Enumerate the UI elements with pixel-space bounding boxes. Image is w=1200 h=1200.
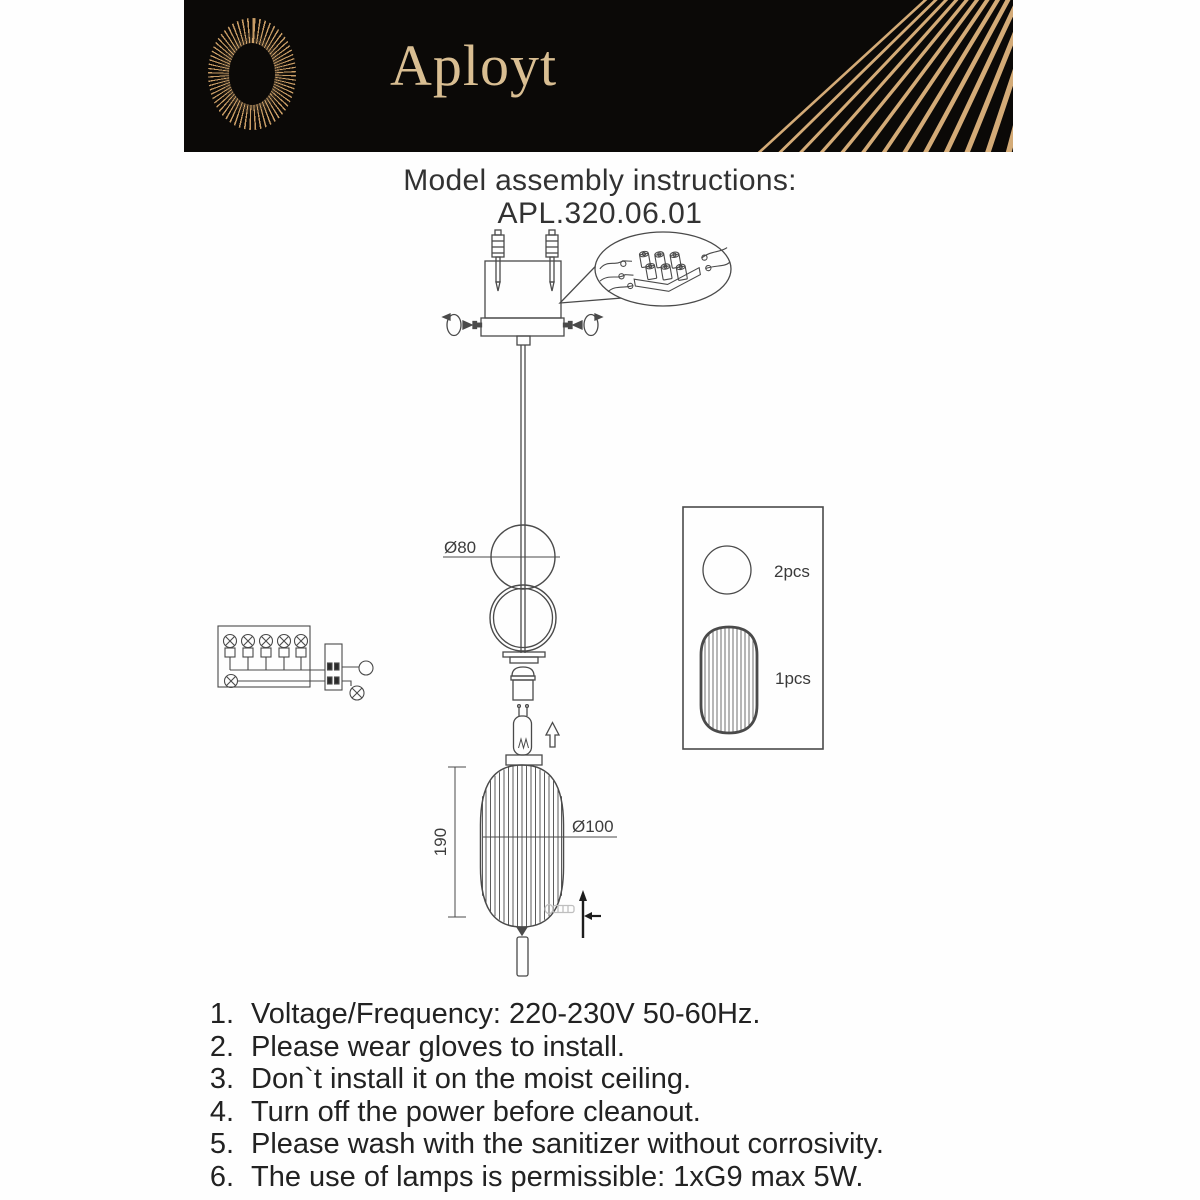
part-ball-icon xyxy=(703,546,751,594)
model-number: APL.320.06.01 xyxy=(497,197,703,230)
part-ball-qty: 2pcs xyxy=(774,562,810,581)
shade-dimensions xyxy=(448,767,617,917)
g9-bulb-icon xyxy=(514,705,532,755)
instruction-text: Turn off the power before cleanout. xyxy=(251,1095,701,1128)
instruction-text: Voltage/Frequency: 220-230V 50-60Hz. xyxy=(251,998,761,1030)
part-shade-icon xyxy=(701,627,757,733)
side-screw-left-icon xyxy=(443,314,482,336)
instruction-number: 1. xyxy=(209,998,234,1030)
instruction-item xyxy=(196,1161,884,1194)
bottom-rod xyxy=(517,937,528,976)
instruction-number: 4. xyxy=(209,1095,234,1128)
side-screw-right-icon xyxy=(564,314,603,336)
instruction-text: Please wash with the sanitizer without corrosivity. xyxy=(251,1128,884,1160)
instruction-number: 2. xyxy=(209,1030,234,1063)
lamp-holder xyxy=(503,652,545,700)
decor-ring xyxy=(490,585,556,651)
dim-shade-height: 190 xyxy=(431,827,450,857)
instruction-item xyxy=(196,1096,884,1129)
instruction-text: Please wear gloves to install. xyxy=(251,1030,625,1063)
part-shade-qty: 1pcs xyxy=(775,669,811,688)
instruction-number: 6. xyxy=(209,1160,234,1193)
ceiling-canopy xyxy=(481,230,564,345)
dim-shade-diameter: Ø100 xyxy=(572,817,614,836)
instruction-item xyxy=(196,1031,884,1064)
instruction-number: 5. xyxy=(209,1128,234,1160)
instruction-text: The use of lamps is permissible: 1xG9 max 5W. xyxy=(251,1160,864,1193)
instruction-number: 3. xyxy=(209,1063,234,1095)
instructions-list xyxy=(196,998,884,1193)
terminal-strip xyxy=(325,644,342,690)
instruction-item xyxy=(196,998,884,1031)
parts-box xyxy=(683,507,823,749)
insert-arrow-icon xyxy=(546,723,559,748)
suspension-rod xyxy=(521,345,525,653)
instruction-item xyxy=(196,1128,884,1161)
glass-shade xyxy=(481,755,564,935)
terminal-callout xyxy=(560,232,733,306)
wiring-diagram xyxy=(218,626,373,700)
dim-ball-diameter: Ø80 xyxy=(444,538,477,557)
instruction-text: Don`t install it on the moist ceiling. xyxy=(251,1063,692,1095)
page-title: Model assembly instructions: xyxy=(403,164,797,197)
decor-ball xyxy=(443,525,560,589)
brand-logo-text: Aployt xyxy=(390,33,558,98)
instruction-item xyxy=(196,1063,884,1096)
